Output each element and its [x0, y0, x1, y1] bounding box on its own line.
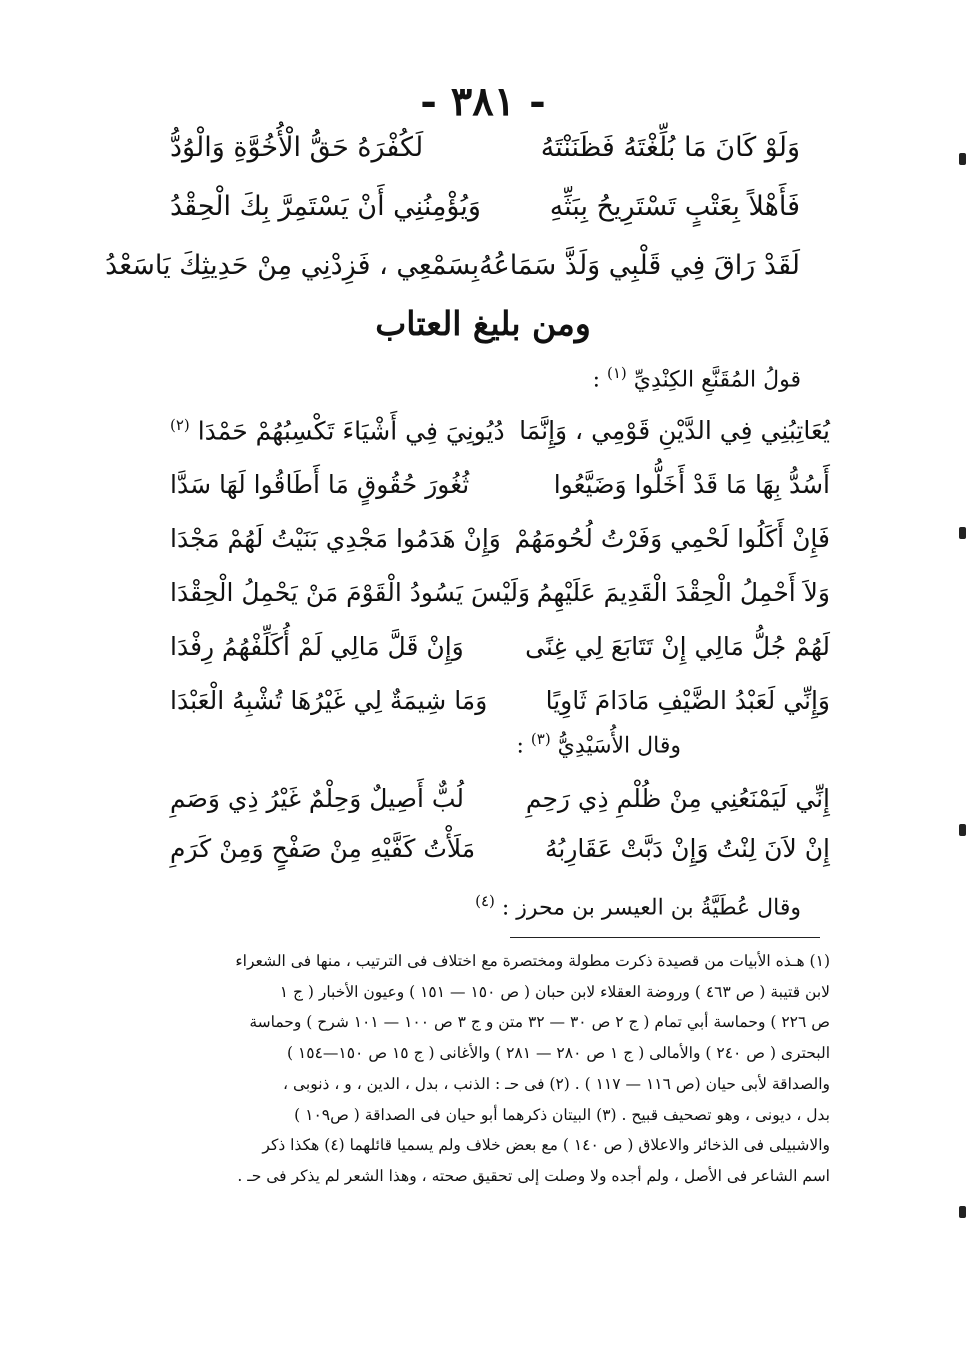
- verse-first-hemistich: وَإِنِّي لَعَبْدُ الضَّيْفِ مَادَامَ ثَاوِيًا: [545, 686, 830, 715]
- verse-line: [170, 578, 830, 632]
- footnote-marker: (٤): [475, 892, 495, 910]
- footnote-line: والاشبيلى فى الذخائر والاعلاق ( ص ١٤٠ ) مع بعض خلاف ولم يسميا قائلهما (٤) هكذا ذكر: [262, 1136, 830, 1155]
- verse-line: [170, 834, 830, 884]
- verse-first-hemistich: وَلاَ أَحْمِلُ الْحِقْدَ الْقَدِيمَ عَلَيْهِمُ: [536, 578, 830, 607]
- verse-line: [170, 132, 800, 191]
- verse-line: [170, 191, 800, 250]
- verse-first-hemistich: لَقَدْ رَاقَ فِي قَلْبِي وَلَذَّ سَمَاعُهُ: [479, 250, 800, 281]
- verse-second-hemistich: بِسَمْعِي ، فَزِدْنِي مِنْ حَدِيثِكَ يَاسَعْدُ: [105, 250, 480, 281]
- footnote-marker: (١): [606, 364, 627, 382]
- verse-first-hemistich: وَلَوْ كَانَ مَا بُلِّغْتَهُ فَظَنَنْتَهُ: [540, 132, 800, 163]
- verse-line: [170, 470, 830, 524]
- verse-line: [170, 416, 830, 470]
- poem-2: [170, 784, 830, 884]
- footnote-marker: (٣): [530, 730, 551, 748]
- verse-first-hemistich: فَإِنْ أَكَلُوا لَحْمِي وَفَرْتُ لُحُومَهُمْ: [514, 524, 830, 553]
- section-heading: ومن بليغ العتاب: [375, 304, 591, 343]
- footnote-line: ص ٢٢٦ ) وحماسة أبي تمام ( ج ٢ ص ٣٠ — ٣٢ متن و ج ٣ ص ١٠٠ — ١٠١ شرح ) وحماسة: [249, 1013, 830, 1032]
- verse-second-hemistich-text: دُيُونِيَ فِي أَشْيَاءَ تَكْسِبُهُمْ حَمْدَا: [197, 416, 505, 446]
- footnote-line: بدل ، ديونى ، وهو تصحيف قبيح . (٣) البيتان ذكرهما أبو حيان فى الصداقة ( ص١٠٩ ): [294, 1105, 830, 1124]
- footnote-divider: [510, 937, 820, 938]
- poem-intro: [475, 892, 801, 920]
- footnote-line: اسم الشاعر فى الأصل ، ولم أجده ولا وصلت إلى تحقيق صحته ، وهذا الشعر لم يذكر فى حـ .: [237, 1166, 830, 1185]
- footnote-marker: (٢): [170, 416, 190, 434]
- verse-second-hemistich: وَإِنْ قَلَّ مَالِي لَمْ أُكَلِّفْهُمُ رِفْدَا: [170, 632, 464, 661]
- verse-first-hemistich: إِنْ لاَنَ لِنْتُ وَإِنْ دَبَّتْ عَقَارِبُهُ: [545, 834, 830, 863]
- opening-verses: [105, 132, 800, 309]
- verse-second-hemistich: وَلَيْسَ يَسُودُ الْقَوْمَ مَنْ يَحْمِلُ الْحِقْدَا: [170, 578, 531, 607]
- poem-1: [170, 416, 830, 740]
- footnote-line: والصداقة لأبى حيان (ص ١١٦ — ١١٧ ) . (٢) فى حـ : الذنب ، بدل ، الدين ، و ، ذنوبى ،: [283, 1074, 830, 1093]
- poem-intro-text: وقال الأُسَيْدِيُّ: [557, 733, 681, 759]
- verse-first-hemistich: أَسُدُّ بِهَا مَا قَدْ أَخَلُّوا وَضَيَّعُوا: [553, 470, 830, 499]
- verse-first-hemistich: لَهُمْ جُلُّ مَالِي إِنْ تَتَابَعَ لِي غِنًى: [525, 632, 830, 661]
- verse-line: [170, 524, 830, 578]
- verse-second-hemistich: لُبٌّ أَصِيلٌ وَحِلْمٌ غَيْرُ ذِي وَصَمِ: [170, 784, 465, 813]
- page-number: - ٣٨١ -: [420, 78, 546, 125]
- footnote-line: البحترى ( ص ٢٤٠ ) والأمالى ( ج ١ ص ٢٨٠ — ٢٨١ ) والأغانى ( ج ١٥ ص ١٥٠—١٥٤ ): [286, 1044, 830, 1063]
- footnote-line: لابن قتيبة ( ص ٤٦٣ ) وروضة العقلاء لابن حبان ( ص ١٥٠ — ١٥١ ) وعيون الأخبار ( ج ١: [279, 982, 830, 1001]
- footnote-line: (١) هـذه الأبيات من قصيدة ذكرت مطولة ومختصرة مع اختلاف فى الترتيب ، منها فى الشعراء: [235, 952, 830, 970]
- verse-second-hemistich: لَكُفْرَهُ حَقُّ الْأُخُوَّةِ وَالْوُدُّ: [170, 132, 424, 163]
- verse-second-hemistich: ثُغُورَ حُقُوقٍ مَا أَطَاقُوا لَهَا سَدَّا: [170, 470, 470, 499]
- verse-second-hemistich: وَمَا شِيمَةٌ لِي غَيْرُهَا تُشْبِهُ الْعَبْدَا: [170, 686, 488, 715]
- footnotes: [195, 946, 830, 1192]
- verse-first-hemistich: يُعَاتِبُنِي فِي الدَّيْنِ قَوْمِي ، وَإِنَّمَا: [519, 416, 830, 446]
- scan-edge-mark: [959, 527, 966, 539]
- verse-line: [105, 250, 800, 309]
- poem-intro-text: وقال عُطَيَّةُ بن العيسر بن محرز :: [501, 895, 801, 921]
- verse-line: [170, 632, 830, 686]
- scan-edge-mark: [959, 153, 966, 165]
- verse-first-hemistich: فَأَهْلاً بِعَتْبٍ تَسْتَرِيحُ بِبَثِّهِ: [549, 191, 800, 222]
- poem-intro: قولُ المُقَنَّعِ الكِنْدِيِّ $^{(١)}$ :: [592, 364, 801, 393]
- verse-second-hemistich: وَإِنْ هَدَمُوا مَجْدِي بَنَيْتُ لَهُمْ مَجْدَا: [170, 524, 501, 553]
- poem-intro: وقال الأُسَيْدِيُّ $^{(٣)}$ :: [516, 730, 681, 759]
- scan-edge-mark: [959, 1206, 966, 1218]
- verse-first-hemistich: إِنِّي لَيَمْنَعُنِي مِنْ ظُلْمِ ذِي رَحِمِ: [525, 784, 830, 813]
- scan-edge-mark: [959, 824, 966, 836]
- verse-second-hemistich: وَيُؤْمِنُنِي أَنْ يَسْتَمِرَّ بِكَ الْحِقْدُ: [170, 191, 481, 222]
- verse-second-hemistich: [170, 416, 505, 445]
- verse-line: [170, 784, 830, 834]
- verse-line: [170, 686, 830, 740]
- verse-second-hemistich: مَلَأْتُ كَفَّيْهِ مِنْ صَفْحٍ وَمِنْ كَرَمِ: [170, 834, 476, 863]
- poem-intro-text: قولُ المُقَنَّعِ الكِنْدِيِّ: [633, 367, 801, 393]
